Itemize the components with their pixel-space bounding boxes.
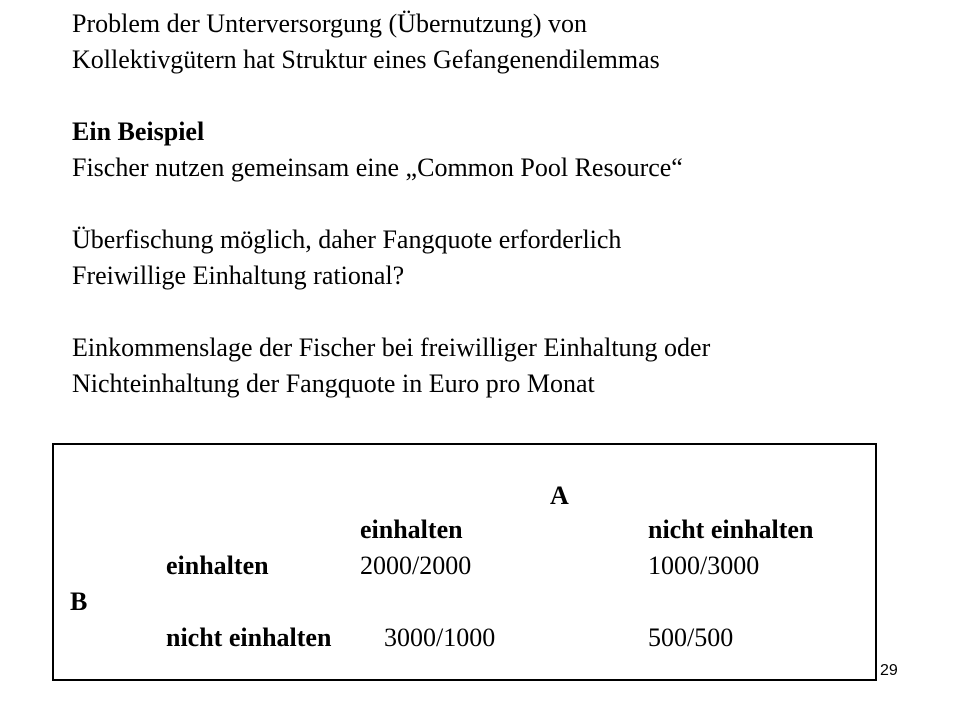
question-line-1: Überfischung möglich, daher Fangquote erforderlich — [72, 225, 622, 254]
example-text: Fischer nutzen gemeinsam eine „Common Pool Resource“ — [72, 153, 683, 182]
row-label-nicht-einhalten: nicht einhalten — [166, 623, 332, 652]
caption-line-2: Nichteinhaltung der Fangquote in Euro pro Monat — [72, 369, 595, 398]
payoff-cell: 2000/2000 — [360, 551, 472, 580]
row-label-einhalten: einhalten — [166, 551, 269, 580]
payoff-cell: 1000/3000 — [648, 551, 760, 580]
page-number: 29 — [880, 662, 898, 679]
question-line-2: Freiwillige Einhaltung rational? — [72, 261, 405, 290]
caption-line-1: Einkommenslage der Fischer bei freiwilliger Einhaltung oder — [72, 333, 711, 362]
payoff-cell: 500/500 — [648, 623, 734, 652]
example-heading: Ein Beispiel — [72, 117, 205, 146]
slide-text — [72, 6, 942, 402]
player-a-label: A — [550, 481, 569, 510]
intro-line-2: Kollektivgütern hat Struktur eines Gefangenendilemmas — [72, 45, 660, 74]
col-header-nicht-einhalten: nicht einhalten — [648, 515, 814, 544]
payoff-matrix — [52, 443, 877, 681]
payoff-cell: 3000/1000 — [384, 623, 496, 652]
player-b-label: B — [70, 587, 88, 616]
col-header-einhalten: einhalten — [360, 515, 463, 544]
intro-line-1: Problem der Unterversorgung (Übernutzung) von — [72, 9, 588, 38]
